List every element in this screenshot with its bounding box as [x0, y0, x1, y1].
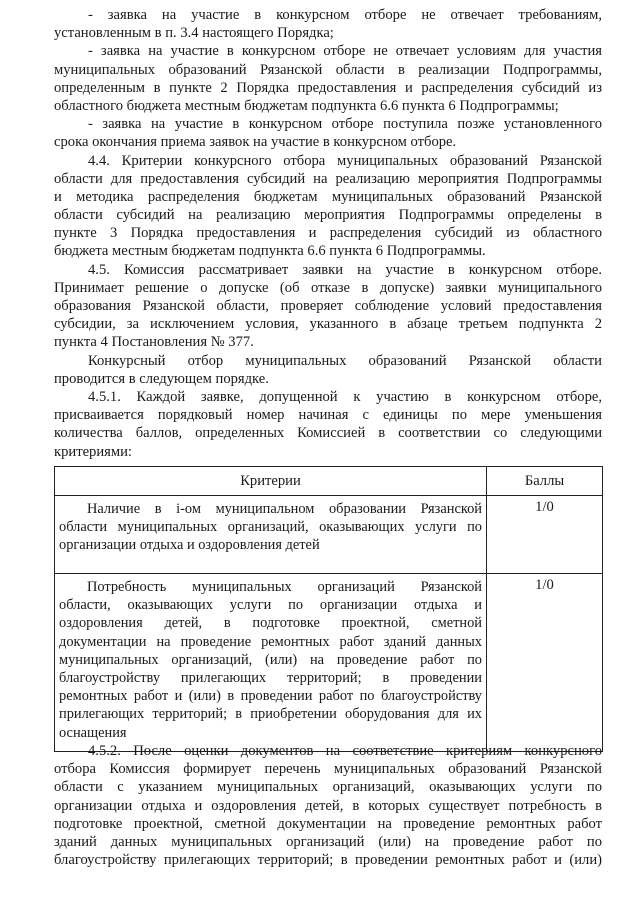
text-line: субсидии, за исключением условия, указанного в абзаце третьем подпункта 2	[54, 316, 602, 333]
text-line: зданий данных муниципальных организаций (или) на проведение работ по	[54, 833, 602, 850]
text-block-bottom	[54, 742, 602, 869]
cell-line: области муниципальных организаций, оказывающих услуги по	[59, 519, 482, 536]
text-line: Принимает решение о допуске (об отказе в допуске) заявки муниципального	[54, 279, 602, 296]
table-header-row	[55, 467, 603, 496]
text-line: отбора Комиссия формирует перечень муниципальных образований Рязанской	[54, 761, 602, 778]
text-line: - заявка на участие в конкурсном отборе не отвечает условиям для участия	[88, 43, 602, 60]
cell-line: организации отдыха и оздоровления детей	[59, 537, 320, 554]
text-line: областного бюджета местным бюджетам подпункта 6.6 пункта 6 Подпрограммы;	[54, 97, 559, 114]
text-line: 4.4. Критерии конкурсного отбора муниципальных образований Рязанской	[88, 152, 602, 169]
text-line: области субсидий на реализацию мероприятия Подпрограммы определены в	[54, 207, 602, 224]
criteria-cell	[55, 496, 487, 574]
cell-line: ремонтных работ и (или) в проведении работ по благоустройству	[59, 688, 482, 705]
text-line: - заявка на участие в конкурсном отборе поступила позже установленного	[88, 116, 602, 133]
text-line: - заявка на участие в конкурсном отборе не отвечает требованиям,	[88, 7, 602, 23]
cell-line: Потребность муниципальных организаций Рязанской	[87, 579, 482, 595]
text-line: 4.5.1. Каждой заявке, допущенной к участию в конкурсном отборе,	[88, 388, 602, 405]
text-line: и методика распределения бюджетам муниципальных образований Рязанской	[54, 188, 602, 205]
cell-line: области, оказывающих услуги по организации отдыха и	[59, 597, 482, 614]
cell-line: оснащения	[59, 724, 127, 741]
cell-line: оздоровления детей, в подготовке проектной, сметной	[59, 615, 482, 632]
cell-line: документации на проведение ремонтных работ зданий данных	[59, 633, 482, 650]
table-row	[55, 574, 603, 752]
text-line: бюджета местным бюджетам подпункта 6.6 пункта 6 Подпрограммы.	[54, 243, 486, 260]
text-line: количества баллов, определенных Комиссией в соответствии со следующими	[54, 425, 602, 442]
text-line: 4.5.2. После оценки документов на соответствие критериям конкурсного	[88, 743, 602, 759]
text-line: определенным в пункте 2 Порядка предоставления и распределения субсидий из	[54, 79, 602, 96]
text-line: области для предоставления субсидий на реализацию мероприятия Подпрограммы	[54, 170, 602, 187]
text-line: муниципальных образований Рязанской области в реализации Подпрограммы,	[54, 61, 602, 78]
text-line: установленным в п. 3.4 настоящего Порядка;	[54, 25, 334, 42]
text-line: области с указанием муниципальных организаций, оказывающих услуги по	[54, 779, 602, 796]
text-line: образования Рязанской области, проверяет соблюдение условий предоставления	[54, 298, 602, 314]
text-line: критериями:	[54, 443, 132, 460]
cell-line: благоустройству прилегающих территорий; в проведении	[59, 669, 482, 686]
text-block-top	[54, 6, 602, 461]
text-line: пункта 4 Постановления № 377.	[54, 334, 254, 351]
cell-line: муниципальных организаций, (или) на проведение работ по	[59, 651, 482, 668]
criteria-table	[54, 466, 603, 752]
text-line: благоустройству прилегающих территорий; в проведении ремонтных работ и (или)	[54, 852, 602, 869]
text-line: проводится в следующем порядке.	[54, 370, 269, 387]
points-cell: 1/0	[487, 574, 603, 752]
points-cell: 1/0	[487, 496, 603, 574]
cell-line: прилегающих территорий; в приобретении оборудования для их	[59, 706, 482, 723]
text-line: пункте 3 Порядка предоставления и распределения субсидий из областного	[54, 225, 602, 242]
table-row	[55, 496, 603, 574]
criteria-cell	[55, 574, 487, 752]
text-line: срока окончания приема заявок на участие в конкурсном отборе.	[54, 134, 457, 151]
header-points: Баллы	[487, 467, 603, 496]
text-line: 4.5. Комиссия рассматривает заявки на участие в конкурсном отборе.	[88, 261, 602, 278]
text-line: Конкурсный отбор муниципальных образований Рязанской области	[88, 352, 602, 369]
text-line: организации отдыха и оздоровления детей, в которых существует потребность в	[54, 797, 602, 814]
text-line: подготовке проектной, сметной документации на проведение ремонтных работ	[54, 815, 602, 832]
cell-line: Наличие в i-ом муниципальном образовании Рязанской	[87, 501, 482, 517]
header-criteria: Критерии	[55, 467, 487, 496]
text-line: присваивается порядковый номер начиная с единицы по мере уменьшения	[54, 407, 602, 424]
